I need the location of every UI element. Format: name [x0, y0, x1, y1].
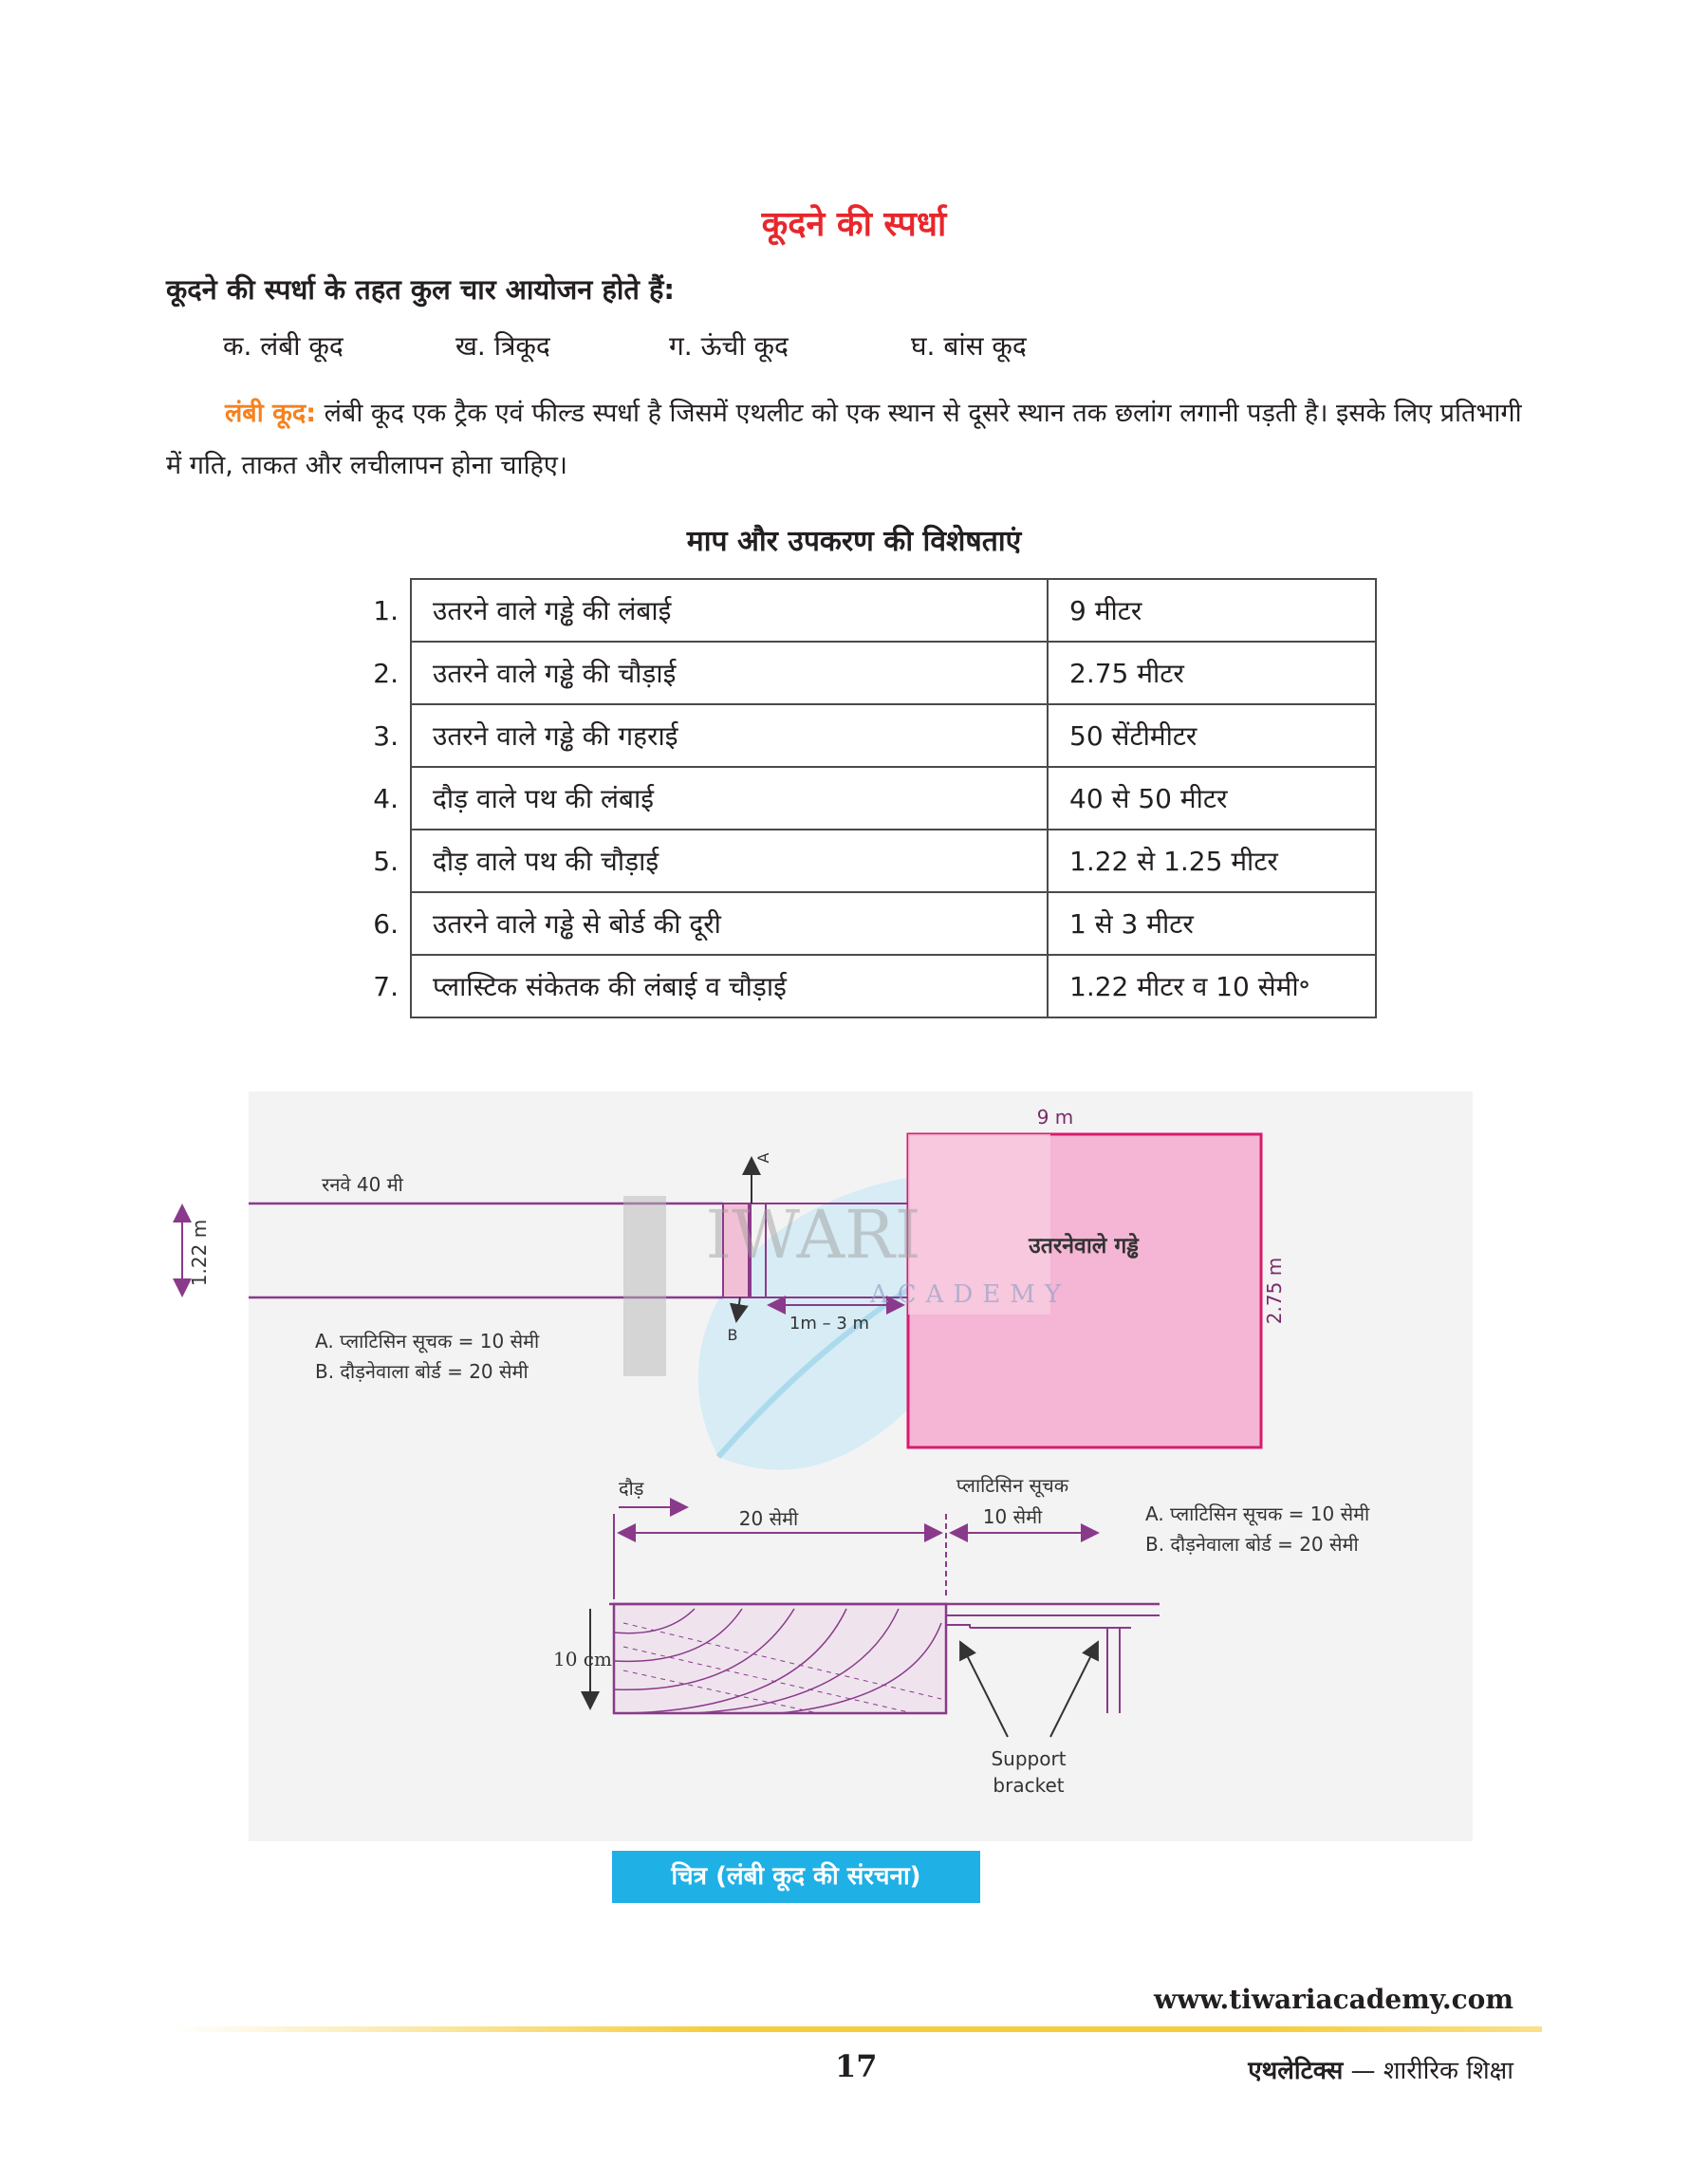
runway-width-label: 1.22 m: [188, 1219, 211, 1287]
table-row: [342, 579, 1376, 642]
row-number: 1.: [373, 594, 399, 626]
row-value: 1.22 मीटर व 10 सेमी॰: [1048, 955, 1376, 1017]
row-value: 1.22 से 1.25 मीटर: [1048, 830, 1376, 892]
footer-book-title: [1248, 2052, 1513, 2086]
section-title: कूदने की स्पर्धा: [761, 205, 947, 244]
figure-caption: चित्र (लंबी कूद की संरचना): [612, 1851, 980, 1903]
legend-a: A. प्लाटिसिन सूचक = 10 सेमी: [315, 1330, 540, 1353]
distance-label: 1m – 3 m: [789, 1314, 870, 1334]
row-number: 5.: [373, 845, 399, 877]
marker-b-label: B: [727, 1326, 738, 1344]
support-label: Support: [991, 1747, 1067, 1770]
row-value: 40 से 50 मीटर: [1048, 767, 1376, 830]
board-width-label: 20 सेमी: [738, 1507, 799, 1530]
table-row: [342, 642, 1376, 704]
row-item: उतरने वाले गड्ढे की लंबाई: [411, 579, 1048, 642]
row-item: प्लास्टिक संकेतक की लंबाई व चौड़ाई: [411, 955, 1048, 1017]
row-value: 2.75 मीटर: [1048, 642, 1376, 704]
row-value: 1 से 3 मीटर: [1048, 892, 1376, 955]
book-name: — शारीरिक शिक्षा: [1343, 2057, 1513, 2085]
table-row: [342, 830, 1376, 892]
row-number: 3.: [373, 719, 399, 752]
event-item: ख. त्रिकूद: [455, 330, 550, 362]
row-number: 7.: [373, 970, 399, 1002]
figure-svg: [188, 1092, 1473, 1841]
row-item: उतरने वाले गड्ढे की चौड़ाई: [411, 642, 1048, 704]
depth-label: 10 cm: [553, 1648, 612, 1670]
watermark-word: ACADEMY: [870, 1280, 1071, 1309]
table-row: [342, 892, 1376, 955]
row-item: दौड़ वाले पथ की चौड़ाई: [411, 830, 1048, 892]
marker-a-label: A: [754, 1152, 772, 1164]
row-value: 9 मीटर: [1048, 579, 1376, 642]
page-number: 17: [835, 2048, 878, 2084]
row-value: 50 सेंटीमीटर: [1048, 704, 1376, 767]
book-subject: एथलेटिक्स: [1248, 2057, 1344, 2085]
table-row: [342, 767, 1376, 830]
pit-length-label: 9 m: [1036, 1106, 1074, 1129]
row-item: उतरने वाले गड्ढे की गहराई: [411, 704, 1048, 767]
long-jump-paragraph: [166, 387, 1542, 492]
support-label: bracket: [993, 1774, 1065, 1797]
legend-b: B. दौड़नेवाला बोर्ड = 20 सेमी: [1145, 1533, 1359, 1556]
row-item: उतरने वाले गड्ढे से बोर्ड की दूरी: [411, 892, 1048, 955]
indicator-label: प्लाटिसिन सूचक: [956, 1474, 1069, 1497]
footer-divider: [171, 2026, 1542, 2032]
runway-label: रनवे 40 मी: [322, 1173, 403, 1196]
legend-a: A. प्लाटिसिन सूचक = 10 सेमी: [1145, 1502, 1370, 1525]
event-item: क. लंबी कूद: [223, 330, 343, 362]
table-row: [342, 955, 1376, 1017]
table-row: [342, 704, 1376, 767]
row-number: 4.: [373, 782, 399, 814]
legend-b: B. दौड़नेवाला बोर्ड = 20 सेमी: [315, 1360, 529, 1383]
pit-width-label: 2.75 m: [1263, 1257, 1286, 1325]
row-number: 2.: [373, 657, 399, 689]
long-jump-figure: [188, 1092, 1473, 1841]
run-label: दौड़: [619, 1477, 644, 1500]
indicator-width-label: 10 सेमी: [982, 1505, 1043, 1528]
event-item: ग. ऊंची कूद: [669, 330, 789, 362]
spec-table: [342, 578, 1377, 1018]
row-number: 6.: [373, 907, 399, 940]
watermark-word: IWARI: [705, 1196, 921, 1274]
pit-label: उतरनेवाले गड्ढे: [1029, 1234, 1139, 1259]
event-item: घ. बांस कूद: [911, 330, 1027, 362]
footer-url[interactable]: www.tiwariacademy.com: [1154, 1984, 1513, 2015]
long-jump-term: लंबी कूद:: [225, 399, 316, 428]
intro-heading: कूदने की स्पर्धा के तहत कुल चार आयोजन होते हैं:: [166, 273, 675, 306]
paragraph-text: लंबी कूद एक ट्रैक एवं फील्ड स्पर्धा है जिसमें एथलीट को एक स्थान से दूसरे स्थान तक छलांग लगानी पड़ती है। इसके लिए प्रतिभागी में गति, ताकत और लचीलापन होना चाहिए।: [166, 399, 1522, 480]
row-item: दौड़ वाले पथ की लंबाई: [411, 767, 1048, 830]
table-title: माप और उपकरण की विशेषताएं: [686, 525, 1022, 558]
